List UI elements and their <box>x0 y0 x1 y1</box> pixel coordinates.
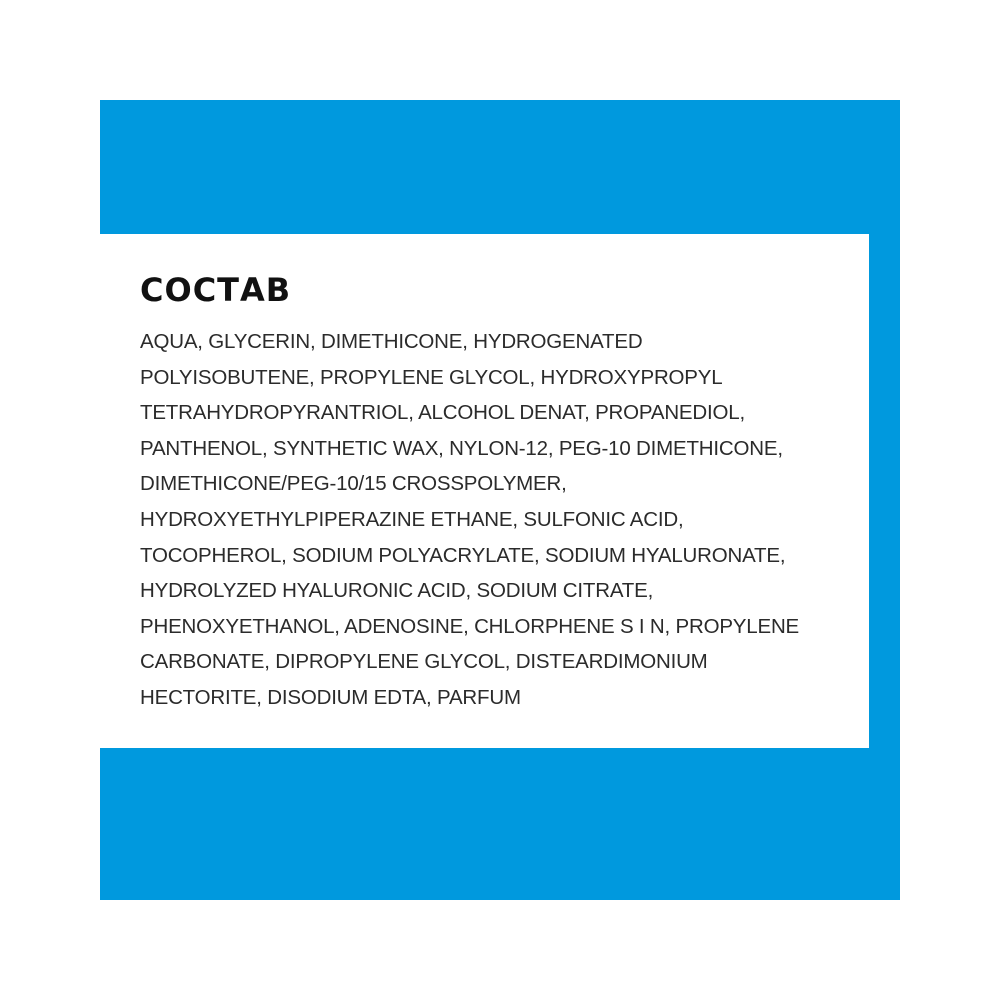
ingredients-line: HYDROLYZED HYALURONIC ACID, SODIUM CITRATE, <box>140 579 654 603</box>
ingredients-line: HYDROXYETHYLPIPERAZINE ETHANE, SULFONIC ACID, <box>140 507 684 531</box>
ingredients-line: POLYISOBUTENE, PROPYLENE GLYCOL, HYDROXYPROPYL <box>140 365 723 389</box>
ingredients-line: DIMETHICONE/PEG-10/15 CROSSPOLYMER, <box>140 472 567 496</box>
ingredients-line: HECTORITE, DISODIUM EDTA, PARFUM <box>140 685 521 709</box>
ingredients-line: TETRAHYDROPYRANTRIOL, ALCOHOL DENAT, PROPANEDIOL, <box>140 401 745 425</box>
ingredients-list <box>140 324 839 716</box>
ingredients-line: PANTHENOL, SYNTHETIC WAX, NYLON-12, PEG-10 DIMETHICONE, <box>140 436 783 460</box>
ingredients-line: PHENOXYETHANOL, ADENOSINE, CHLORPHENE S I N, PROPYLENE <box>140 614 800 638</box>
ingredients-line: AQUA, GLYCERIN, DIMETHICONE, HYDROGENATED <box>140 330 643 353</box>
card-title: СОСТАВ <box>140 271 292 309</box>
ingredients-line: TOCOPHEROL, SODIUM POLYACRYLATE, SODIUM HYALURONATE, <box>140 543 786 567</box>
ingredients-card <box>100 234 869 748</box>
ingredients-line: CARBONATE, DIPROPYLENE GLYCOL, DISTEARDIMONIUM <box>140 650 708 674</box>
